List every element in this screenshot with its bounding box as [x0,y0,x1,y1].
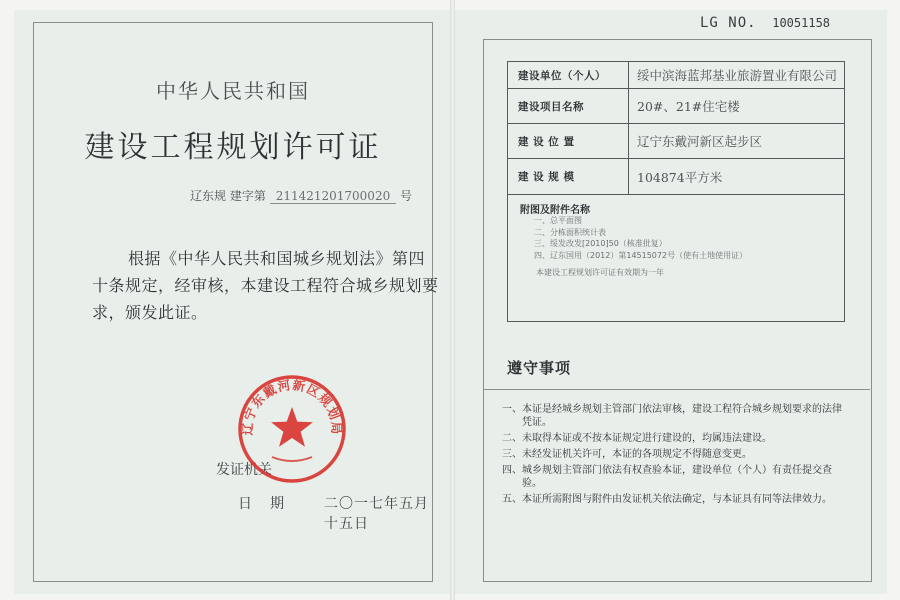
list-item: 二、分栋面积统计表 [534,227,606,237]
issue-date: 二〇一七年五月十五日 [324,496,429,532]
permit-suffix: 号 [400,189,413,203]
notices-title: 遵守事项 [507,359,572,377]
attachments-box [507,194,845,322]
seal-star-icon [271,407,313,447]
serial-number [700,12,830,31]
seal-text: 辽宁东戴河新区规划局 [239,377,345,436]
row-label: 建设单位（个人） [508,62,629,89]
book-spine [450,0,455,600]
list-item: 四、辽东国用（2012）第14515072号（使有土地使用证） [534,250,748,260]
table-row [508,159,845,195]
divider [483,389,870,390]
attachments-list [534,215,747,261]
row-label: 建 设 位 置 [508,124,629,159]
list-item: 四、城乡规划主管部门依法有权查验本证，建设单位（个人）有责任提交查验。 [502,465,832,489]
project-info-table [507,61,845,195]
list-item: 一、总平面图 [534,216,582,225]
permit-number: 211421201700020 [270,189,397,204]
permit-word: 建字第 [229,189,266,203]
row-label: 建 设 规 模 [508,159,629,195]
table-row [508,89,845,124]
country-name: 中华人民共和国 [156,79,310,103]
list-item: 三、绥发改发[2010]50（核准批复） [534,239,667,248]
list-item: 三、未经发证机关许可，本证的各项规定不得随意变更。 [502,449,752,460]
list-item: 五、本证所需附图与附件由发证机关依法确定，与本证具有同等法律效力。 [502,494,832,505]
serial-value: 10051158 [772,16,831,30]
validity-note: 本建设工程规划许可证有效期为一年 [536,268,664,277]
attachments-label: 附图及附件名称 [520,205,590,216]
table-row [508,62,845,89]
list-item: 二、未取得本证或不按本证规定进行建设的，均属违法建设。 [502,433,772,444]
issuer-label: 发证机关 [216,462,272,478]
notices-list [502,403,847,509]
certificate-title: 建设工程规划许可证 [84,130,382,165]
list-item: 一、本证是经城乡规划主管部门依法审核，建设工程符合城乡规划要求的法律凭证。 [502,404,842,428]
row-value: 104874平方米 [629,159,845,195]
row-label: 建设项目名称 [508,89,629,124]
permit-prefix: 辽东规 [190,189,227,203]
left-page-border [33,22,439,582]
certificate-body: 根据《中华人民共和国城乡规划法》第四十条规定，经审核，本建设工程符合城乡规划要求，颁发此证。 [92,249,439,322]
official-seal [236,373,348,485]
row-value: 辽宁东戴河新区起步区 [629,124,845,159]
date-label: 日期 [238,496,302,512]
permit-number-line [190,187,412,204]
row-value: 绥中滨海蓝邦基业旅游置业有限公司 [629,62,845,89]
table-row [508,124,845,159]
row-value: 20#、21#住宅楼 [629,89,845,124]
serial-label: LG NO. [700,15,757,31]
